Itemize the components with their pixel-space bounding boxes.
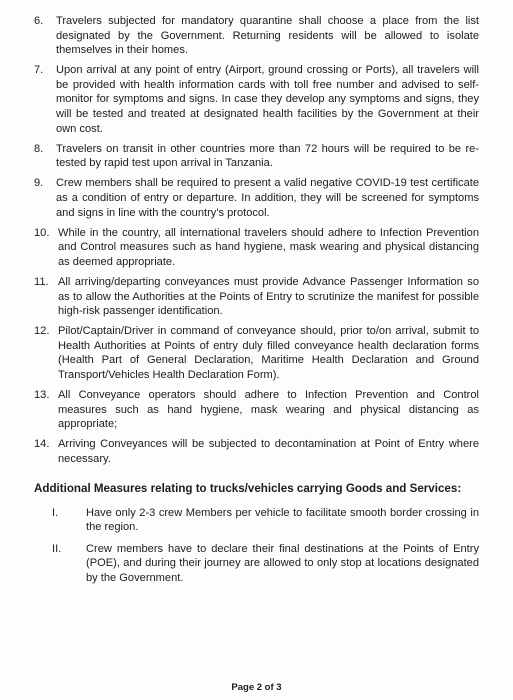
item-number: 14. [34,438,50,451]
list-item [34,63,479,136]
item-number: 6. [34,15,44,27]
measures-list [34,14,479,467]
item-text: Crew members shall be required to present a valid negative COVID-19 test certificate as a condition of entry or departure. In addition, they will be screened for symptoms and signs in line with the country's protocol. [56,177,479,219]
item-text: Travelers on transit in other countries more than 72 hours will be required to be re-tested by rapid test upon arrival in Tanzania. [56,142,479,170]
item-number: 13. [34,389,50,402]
sub-list-item [34,506,479,535]
item-text: Arriving Conveyances will be subjected to decontamination at Point of Entry where necessary. [58,438,479,466]
sub-list-item [34,542,479,586]
page-number: Page 2 of 3 [231,682,282,693]
item-number: 11. [34,276,49,288]
list-item [34,176,479,220]
sub-item-number: I. [52,506,59,519]
item-number: 12. [34,325,50,338]
list-item [34,14,479,58]
list-item [34,388,479,432]
item-number: 7. [34,64,44,77]
item-text: Travelers subjected for mandatory quarantine shall choose a place from the list designated by the Government. Returning residents will be allowed to isolate themselves in their homes. [56,15,479,57]
list-item [34,437,479,466]
item-text: All Conveyance operators should adhere to Infection Prevention and Control measures such as hand hygiene, mask wearing and physical distancing as appropriate; [58,389,479,431]
list-item [34,226,479,270]
item-number: 8. [34,142,44,155]
item-text: Pilot/Captain/Driver in command of conveyance should, prior to/on arrival, submit to Health Authorities at Points of entry duly filled conveyance health declaration forms (Health Part of General Declaration, Maritime Health Declaration and Ground Transport/Vehicles Health Declaration Form). [58,325,479,382]
list-item [34,142,479,171]
item-text: Upon arrival at any point of entry (Airport, ground crossing or Ports), all travelers will be provided with health information cards with toll free number and advised to self-monitor for symptoms and signs. In case they develop any symptoms and signs, they will be tested and treated at designated health facilities by the Government at their own cost. [56,64,479,135]
list-item [34,275,479,319]
section-heading: Additional Measures relating to trucks/vehicles carrying Goods and Services: [34,481,462,495]
list-item [34,324,479,382]
item-text: While in the country, all international travelers should adhere to Infection Prevention and Control measures such as hand hygiene, mask wearing and physical distancing as deemed appropriate. [58,226,479,268]
item-text: All arriving/departing conveyances must provide Advance Passenger Information so as to allow the Authorities at the Points of Entry to scrutinize the manifest for possible high-risk passenger identification. [58,276,479,318]
item-number: 9. [34,177,44,190]
item-number: 10. [34,226,50,239]
sub-item-text: Have only 2-3 crew Members per vehicle to facilitate smooth border crossing in the region. [86,506,479,534]
sub-item-number: II. [52,542,62,555]
sub-item-text: Crew members have to declare their final destinations at the Points of Entry (POE), and during their journey are allowed to only stop at locations designated by the Government. [86,542,479,584]
